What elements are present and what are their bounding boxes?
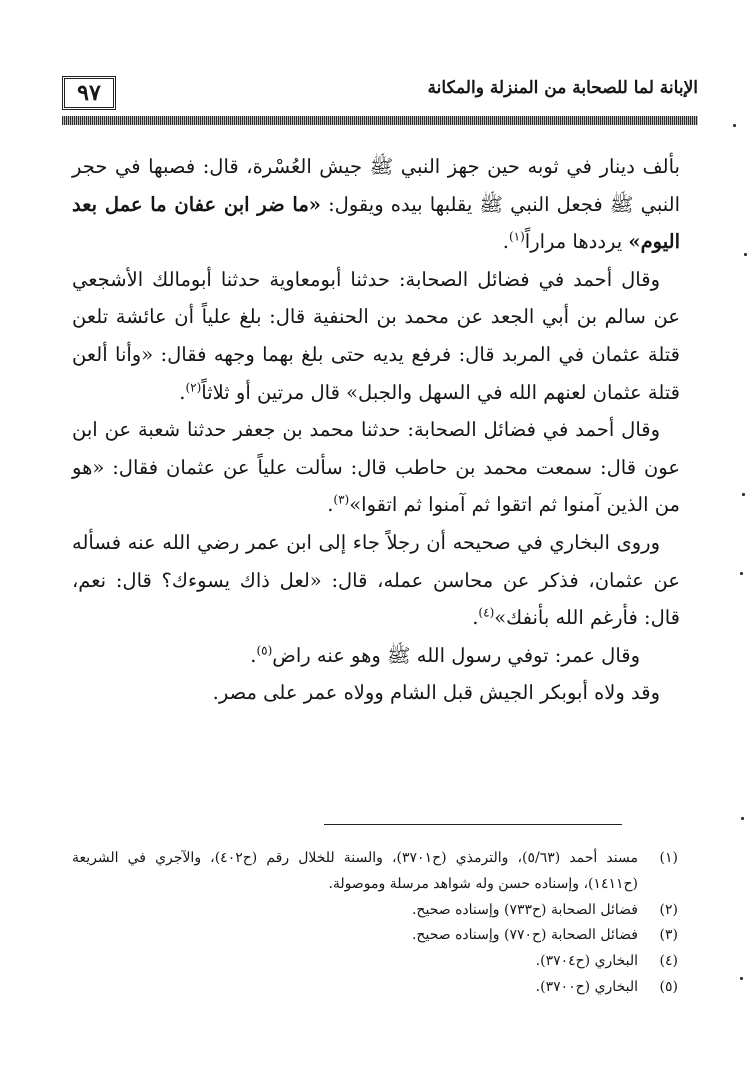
p1-end: . — [502, 230, 509, 254]
p1-text-b: يرددها مراراً — [524, 230, 629, 254]
p5-end: . — [250, 643, 257, 667]
p1-text-a: بألف دينار في ثوبه حين جهز النبي ﷺ جيش العُسْرة، قال: فصبها في حجر النبي ﷺ فجعل النبي ﷺ يقلبها بيده ويقول: — [72, 155, 680, 216]
page-header — [62, 76, 698, 116]
header-rule — [62, 116, 698, 125]
scan-speck — [740, 977, 743, 980]
footnotes — [72, 846, 678, 1001]
footnote-number: (٣) — [659, 927, 678, 944]
footnote-ref-3: (٣) — [333, 492, 350, 507]
footnote-ref-4: (٤) — [478, 605, 495, 620]
footnote-4 — [72, 949, 678, 975]
footnote-1 — [72, 846, 678, 898]
scan-speck — [740, 572, 743, 575]
p4-text-a: وروى البخاري في صحيحه أن رجلاً جاء إلى ابن عمر رضي الله عنه فسأله عن عثمان، فذكر عن محاسن عمله، قال: «لعل ذاك يسوءك؟ قال: نعم، قال: فأرغم الله بأنفك» — [72, 530, 680, 630]
scan-speck — [742, 493, 745, 496]
paragraph-6 — [72, 674, 680, 712]
footnote-number: (٥) — [659, 978, 678, 995]
footnote-ref-5: (٥) — [256, 643, 273, 658]
paragraph-5 — [72, 637, 680, 675]
footnote-5 — [72, 975, 678, 1001]
footnote-text: مسند أحمد (٥/٦٣)، والترمذي (ح٣٧٠١)، والسنة للخلال رقم (ح٤٠٢)، والآجري في الشريعة (ح١٤١١)، وإسناده حسن وله شواهد مرسلة وموصولة. — [72, 850, 638, 892]
p1-quote: «ما ضر ابن عفان ما عمل بعد اليوم» — [72, 192, 680, 254]
footnote-separator — [324, 824, 622, 825]
footnote-text: فضائل الصحابة (ح٧٣٣) وإسناده صحيح. — [411, 901, 638, 918]
footnote-number: (٢) — [659, 901, 678, 918]
main-text — [72, 148, 680, 712]
paragraph-3 — [72, 411, 680, 524]
scan-speck — [733, 124, 736, 127]
footnote-text: فضائل الصحابة (ح٧٧٠) وإسناده صحيح. — [411, 927, 638, 944]
p3-end: . — [327, 493, 334, 517]
footnote-3 — [72, 923, 678, 949]
paragraph-1 — [72, 148, 680, 261]
p2-text-a: وقال أحمد في فضائل الصحابة: حدثنا أبومعاوية حدثنا أبومالك الأشجعي عن سالم بن أبي الجعد عن محمد بن الحنفية قال: بلغ علياً أن عائشة تلعن قتلة عثمان في المربد قال: فرفع يديه حتى بلغ بهما وجهه فقال: «وأنا ألعن قتلة عثمان لعنهم الله في السهل والجبل» قال مرتين أو ثلاثاً — [72, 267, 680, 404]
scan-speck — [744, 253, 747, 256]
footnote-text: البخاري (ح٣٧٠٠). — [535, 978, 638, 995]
footnote-ref-2: (٢) — [185, 380, 202, 395]
footnote-number: (١) — [659, 850, 678, 866]
footnote-ref-1: (١) — [508, 229, 525, 244]
page-number: ٩٧ — [62, 76, 116, 110]
paragraph-4 — [72, 524, 680, 637]
scan-speck — [741, 817, 744, 820]
p6-text-a: وقد ولاه أبوبكر الجيش قبل الشام وولاه عمر على مصر. — [212, 681, 660, 705]
paragraph-2 — [72, 261, 680, 411]
p2-end: . — [179, 380, 186, 404]
p4-end: . — [472, 606, 479, 630]
p3-text-a: وقال أحمد في فضائل الصحابة: حدثنا محمد بن جعفر حدثنا شعبة عن ابن عون قال: سمعت محمد بن حاطب قال: سألت علياً عن عثمان فقال: «هو من الذين آمنوا ثم اتقوا ثم آمنوا ثم اتقوا» — [72, 418, 680, 517]
footnote-2 — [72, 898, 678, 924]
footnote-text: البخاري (ح٣٧٠٤). — [535, 953, 638, 970]
p5-text-a: وقال عمر: توفي رسول الله ﷺ وهو عنه راض — [272, 643, 640, 667]
running-title: الإبانة لما للصحابة من المنزلة والمكانة — [427, 78, 698, 98]
footnote-number: (٤) — [659, 953, 678, 970]
